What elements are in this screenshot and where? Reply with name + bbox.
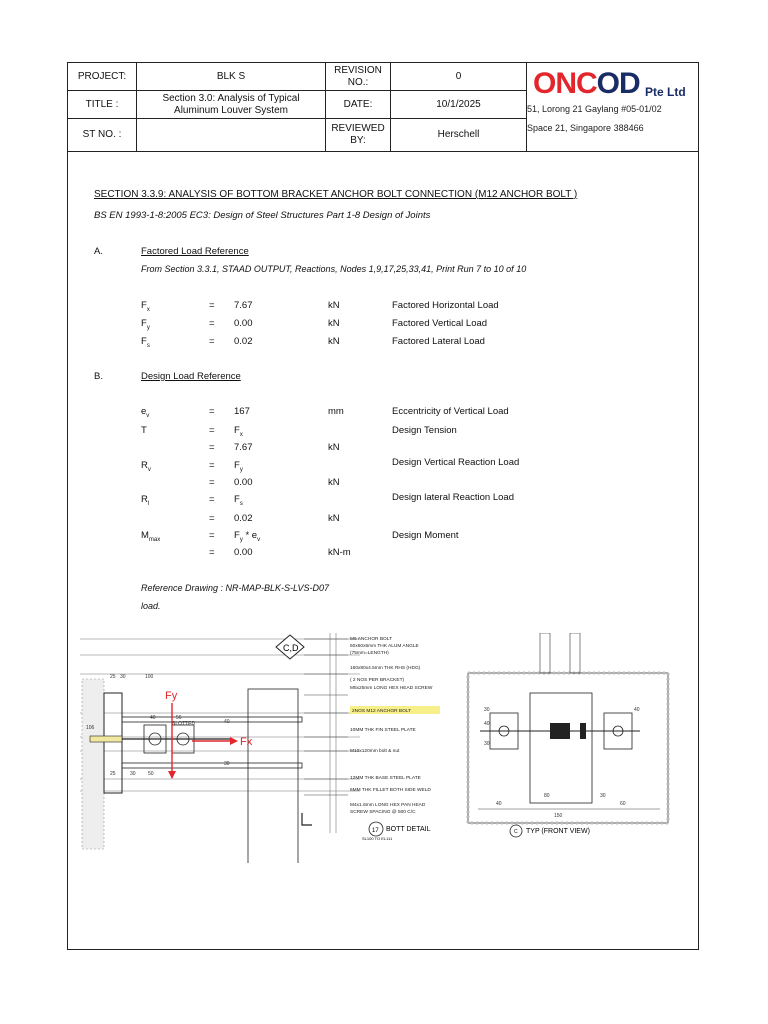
front-view-title: TYP (FRONT VIEW): [526, 828, 590, 835]
svg-text:40: 40: [634, 707, 640, 713]
detail-subtitle: SL100 TO EL111: [362, 836, 393, 841]
revision-value: 0: [391, 63, 527, 91]
row-symbol: T: [141, 425, 147, 436]
row-unit: mm: [328, 406, 344, 417]
svg-text:25: 25: [110, 674, 116, 680]
logo-mark: ONCOD: [533, 67, 640, 100]
callout: 12MM THK BASE STEEL PLATE: [350, 776, 421, 781]
row-value: 0.02: [234, 336, 253, 347]
row-symbol: $M_{max}$: [141, 530, 161, 543]
callout: SCREW SPACING @ 500 C/C: [350, 810, 416, 815]
row-unit: kN: [328, 336, 340, 347]
row-unit: kN: [328, 477, 340, 488]
section-heading: SECTION 3.3.9: ANALYSIS OF BOTTOM BRACKET ANCHOR BOLT CONNECTION (M12 ANCHOR BOLT ): [94, 189, 578, 200]
front-view: [468, 633, 668, 837]
section-marker: [276, 635, 304, 659]
callout: 10MM THK FIN STEEL PLATE: [350, 728, 416, 733]
row-equals: =: [209, 513, 215, 524]
svg-text:150: 150: [554, 813, 563, 819]
svg-text:40: 40: [150, 715, 156, 721]
row-unit: kN: [328, 442, 340, 453]
svg-text:60: 60: [620, 801, 626, 807]
row-unit: kN: [328, 513, 340, 524]
row-value: $F_y * e_v$: [234, 530, 261, 543]
row-value: $F_s$: [234, 494, 243, 507]
row-description: Design Moment: [392, 530, 459, 541]
date-value: 10/1/2025: [391, 91, 527, 119]
callout: M6 ANCHOR BOLT: [350, 637, 393, 642]
row-equals: =: [209, 406, 215, 417]
svg-text:56: 56: [176, 715, 182, 721]
callout: (75mm=LENGTH): [350, 651, 389, 656]
reviewed-label: REVIEWED BY:: [326, 119, 391, 151]
callout: 50x50x6mm THK ALUM ANGLE: [350, 644, 419, 649]
svg-text:30: 30: [120, 674, 126, 680]
row-equals: =: [209, 460, 215, 471]
row-description: Design lateral Reaction Load: [392, 492, 514, 503]
row-symbol: $R_v$: [141, 460, 151, 473]
detail-title: BOTT DETAIL: [386, 826, 431, 833]
row-equals: =: [209, 442, 215, 453]
row-description: Factored Horizontal Load: [392, 300, 499, 311]
logo-address-line-1: 51, Lorong 21 Gaylang #05-01/02: [527, 104, 662, 114]
svg-text:30: 30: [224, 761, 230, 767]
row-value: 167: [234, 406, 250, 417]
callout: 6MM THK FILLET BOTH SIDE WELD: [350, 788, 431, 793]
svg-text:40: 40: [224, 719, 230, 725]
part-a-note: From Section 3.3.1, STAAD OUTPUT, Reactions, Nodes 1,9,17,25,33,41, Print Run 7 to 10 of 10: [141, 264, 527, 274]
svg-text:40: 40: [496, 801, 502, 807]
svg-text:40: 40: [484, 721, 490, 727]
row-symbol: $F_y$: [141, 318, 150, 331]
row-value: 0.00: [234, 318, 253, 329]
svg-text:C,D: C,D: [283, 643, 299, 653]
svg-text:30: 30: [600, 793, 606, 799]
project-value: BLK S: [137, 63, 326, 91]
row-value: $F_y$: [234, 460, 243, 473]
row-unit: kN: [328, 318, 340, 329]
row-equals: =: [209, 425, 215, 436]
logo-suffix: Pte Ltd: [645, 85, 686, 99]
reference-drawing: Reference Drawing : NR-MAP-BLK-S-LVS-D07: [141, 583, 330, 593]
reference-tail: load.: [141, 601, 161, 611]
company-logo: [527, 63, 698, 151]
st-label: ST NO. :: [68, 119, 137, 151]
detail-number: 17: [372, 828, 379, 834]
row-value: 0.02: [234, 513, 253, 524]
row-value: 0.00: [234, 477, 253, 488]
svg-text:30: 30: [484, 707, 490, 713]
row-description: Factored Lateral Load: [392, 336, 485, 347]
row-value: $F_x$: [234, 425, 243, 438]
project-label: PROJECT:: [68, 63, 137, 91]
row-symbol: $F_x$: [141, 300, 150, 313]
callout: ( 2 NOS PER BRACKET): [350, 678, 405, 683]
fx-label: Fx: [240, 736, 253, 748]
reviewed-value: Herschell: [391, 119, 527, 151]
row-unit: kN-m: [328, 547, 351, 558]
design-standard: BS EN 1993-1-8:2005 EC3: Design of Steel Structures Part 1-8 Design of Joints: [94, 210, 431, 221]
callout: M5x25mm LONG HEX HEAD SCREW: [350, 686, 433, 691]
svg-text:30: 30: [130, 771, 136, 777]
row-equals: =: [209, 336, 215, 347]
part-b-title: Design Load Reference: [141, 371, 241, 382]
row-equals: =: [209, 477, 215, 488]
svg-text:80: 80: [544, 793, 550, 799]
svg-text:SLOTTED: SLOTTED: [172, 721, 196, 727]
row-equals: =: [209, 530, 215, 541]
title-value: Section 3.0: Analysis of Typical Aluminum Louver System: [137, 91, 326, 119]
row-equals: =: [209, 300, 215, 311]
title-label: TITLE :: [68, 91, 137, 119]
row-value: 7.67: [234, 442, 253, 453]
fy-label: Fy: [165, 690, 178, 702]
callout: M4x1.6mm LONG HEX PAN HEAD: [350, 803, 426, 808]
svg-text:30: 30: [484, 741, 490, 747]
svg-text:106: 106: [86, 725, 95, 731]
logo-address-line-2: Space 21, Singapore 388466: [527, 123, 644, 133]
row-description: Factored Vertical Load: [392, 318, 488, 329]
row-description: Design Tension: [392, 425, 457, 436]
st-value: [137, 119, 326, 151]
row-equals: =: [209, 547, 215, 558]
part-b-letter: B.: [94, 371, 103, 382]
page-frame: [67, 62, 699, 950]
row-description: Eccentricity of Vertical Load: [392, 406, 509, 417]
svg-text:100: 100: [145, 674, 154, 680]
part-a-title: Factored Load Reference: [141, 246, 249, 257]
row-symbol: $F_s$: [141, 336, 150, 349]
row-equals: =: [209, 318, 215, 329]
revision-label: REVISION NO.:: [326, 63, 391, 91]
row-symbol: $e_v$: [141, 406, 150, 419]
bracket-detail-drawing: [80, 633, 688, 863]
row-value: 7.67: [234, 300, 253, 311]
title-block: [68, 63, 698, 152]
row-unit: kN: [328, 300, 340, 311]
callout: M10x120mm bolt & nut: [350, 749, 400, 754]
callout: 2NOS M12 ANCHOR BOLT: [352, 709, 412, 714]
part-a-letter: A.: [94, 246, 103, 257]
row-symbol: $R_l$: [141, 494, 150, 507]
svg-text:25: 25: [110, 771, 116, 777]
callout: 160x80x4.5mm THK RHS (HDG): [350, 666, 421, 671]
front-view-number: C: [514, 829, 518, 835]
row-description: Design Vertical Reaction Load: [392, 457, 520, 468]
date-label: DATE:: [326, 91, 391, 119]
svg-text:50: 50: [148, 771, 154, 777]
row-value: 0.00: [234, 547, 253, 558]
row-equals: =: [209, 494, 215, 505]
